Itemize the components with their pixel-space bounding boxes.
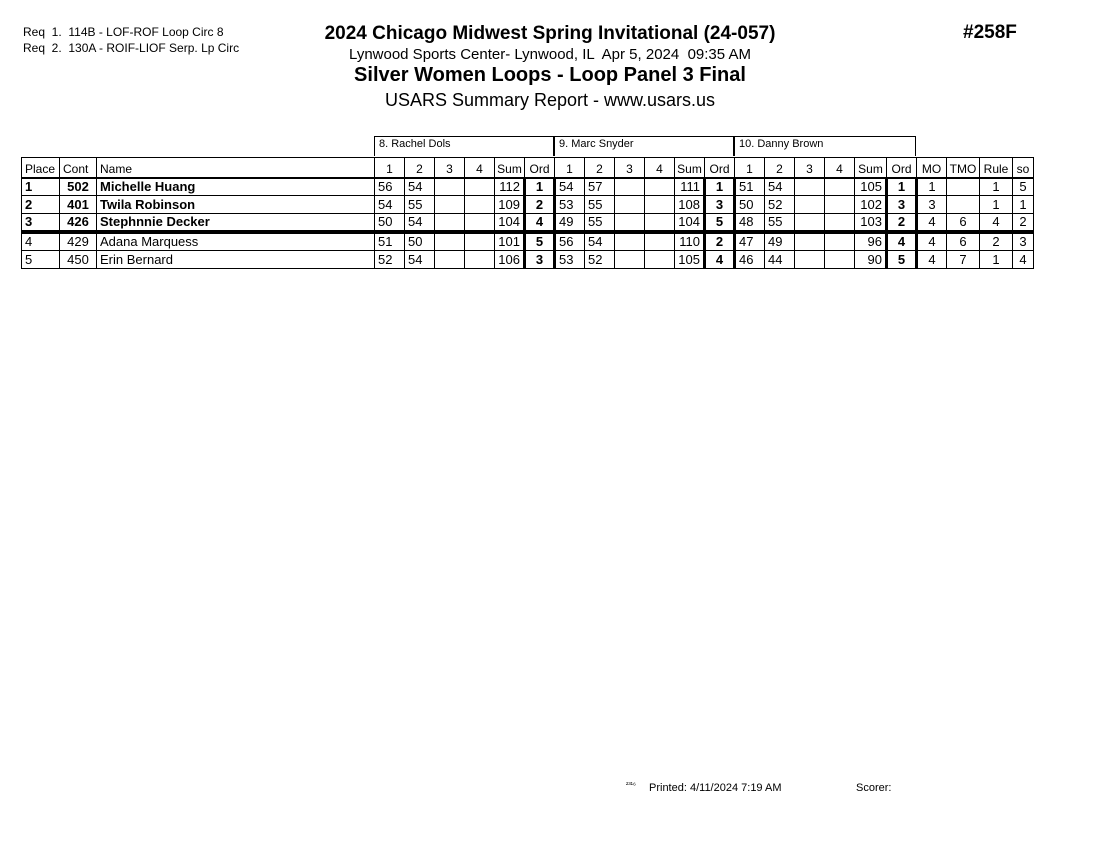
sum-cell: 108 [675, 196, 705, 214]
judge-score-cell: 50 [735, 196, 765, 214]
ordinal-cell: 1 [525, 178, 555, 196]
sum-cell: 112 [495, 178, 525, 196]
sum-cell: 106 [495, 251, 525, 269]
judge-score-cell [615, 196, 645, 214]
tmo-cell: 7 [947, 251, 980, 269]
sum-cell: 103 [855, 214, 887, 233]
sum-cell: 105 [855, 178, 887, 196]
judge-score-cell [465, 214, 495, 233]
table-row [22, 196, 1034, 214]
report-title: USARS Summary Report - www.usars.us [384, 90, 716, 110]
mo-cell: 4 [917, 232, 947, 251]
judge-score-cell: 56 [555, 232, 585, 251]
judge-score-cell: 53 [555, 196, 585, 214]
judge-score-cell [795, 232, 825, 251]
judge-header: 9. Marc Snyder [554, 136, 734, 156]
event-name: 2024 Chicago Midwest Spring Invitational (24-057) [324, 23, 776, 44]
skater-name-cell: Adana Marquess [97, 232, 375, 251]
judge-score-cell [465, 196, 495, 214]
so-cell: 5 [1013, 178, 1034, 196]
col-sum: Sum [855, 158, 887, 178]
judge-score-cell: 55 [405, 196, 435, 214]
col-judge-score: 1 [555, 158, 585, 178]
ordinal-cell: 3 [705, 196, 735, 214]
contestant-number-cell: 426 [60, 214, 97, 233]
col-ord: Ord [525, 158, 555, 178]
skater-name-cell: Twila Robinson [97, 196, 375, 214]
sum-cell: 109 [495, 196, 525, 214]
tmo-cell [947, 178, 980, 196]
sum-cell: 104 [675, 214, 705, 233]
judge-score-cell [825, 178, 855, 196]
judge-score-cell: 52 [585, 251, 615, 269]
rule-cell: 1 [980, 251, 1013, 269]
sum-cell: 96 [855, 232, 887, 251]
judge-score-cell [825, 232, 855, 251]
sum-cell: 111 [675, 178, 705, 196]
tmo-cell: 6 [947, 232, 980, 251]
judge-header: 10. Danny Brown [734, 136, 916, 156]
col-rule: Rule [980, 158, 1013, 178]
col-sum: Sum [675, 158, 705, 178]
table-row [22, 232, 1034, 251]
table-row [22, 178, 1034, 196]
contestant-number-cell: 429 [60, 232, 97, 251]
judge-score-cell: 50 [405, 232, 435, 251]
so-cell: 3 [1013, 232, 1034, 251]
ordinal-cell: 4 [887, 232, 917, 251]
so-cell: 1 [1013, 196, 1034, 214]
judge-score-cell: 55 [585, 196, 615, 214]
judge-score-cell [435, 196, 465, 214]
tmo-cell [947, 196, 980, 214]
col-judge-score: 1 [735, 158, 765, 178]
judge-score-cell [435, 251, 465, 269]
col-judge-score: 4 [825, 158, 855, 178]
ordinal-cell: 1 [705, 178, 735, 196]
place-cell: 3 [22, 214, 60, 233]
judge-score-cell: 48 [735, 214, 765, 233]
mo-cell: 1 [917, 178, 947, 196]
sum-cell: 90 [855, 251, 887, 269]
col-judge-score: 4 [465, 158, 495, 178]
ordinal-cell: 2 [525, 196, 555, 214]
rule-cell: 4 [980, 214, 1013, 233]
ordinal-cell: 5 [705, 214, 735, 233]
judge-score-cell [795, 251, 825, 269]
col-judge-score: 2 [405, 158, 435, 178]
venue-line: Lynwood Sports Center- Lynwood, IL Apr 5, 2024 09:35 AM [349, 46, 751, 63]
col-sum: Sum [495, 158, 525, 178]
requirement-2: Req 2. 130A - ROIF-LIOF Serp. Lp Circ [23, 41, 240, 55]
tmo-cell: 6 [947, 214, 980, 233]
skater-name-cell: Stephnnie Decker [97, 214, 375, 233]
col-mo: MO [917, 158, 947, 178]
judge-score-cell: 46 [735, 251, 765, 269]
mo-cell: 3 [917, 196, 947, 214]
judge-score-cell: 57 [585, 178, 615, 196]
col-cont: Cont [60, 158, 97, 178]
judge-score-cell [435, 178, 465, 196]
sum-cell: 101 [495, 232, 525, 251]
judge-score-cell: 54 [375, 196, 405, 214]
col-tmo: TMO [947, 158, 980, 178]
judge-score-cell [825, 251, 855, 269]
judge-score-cell [465, 178, 495, 196]
judge-score-cell [795, 178, 825, 196]
judge-score-cell: 53 [555, 251, 585, 269]
judge-score-cell [825, 214, 855, 233]
judge-score-cell [465, 251, 495, 269]
judge-header: 8. Rachel Dols [374, 136, 554, 156]
place-cell: 1 [22, 178, 60, 196]
ordinal-cell: 5 [887, 251, 917, 269]
sum-cell: 105 [675, 251, 705, 269]
judge-score-cell [465, 232, 495, 251]
place-cell: 2 [22, 196, 60, 214]
ordinal-cell: 4 [705, 251, 735, 269]
mo-cell: 4 [917, 214, 947, 233]
judge-score-cell [645, 196, 675, 214]
judge-score-cell: 55 [585, 214, 615, 233]
contestant-number-cell: 401 [60, 196, 97, 214]
rule-cell: 2 [980, 232, 1013, 251]
judge-score-cell: 51 [375, 232, 405, 251]
judge-score-cell: 54 [555, 178, 585, 196]
sum-cell: 104 [495, 214, 525, 233]
judge-score-cell: 52 [765, 196, 795, 214]
results-table [21, 157, 1034, 269]
requirement-1: Req 1. 114B - LOF-ROF Loop Circ 8 [23, 25, 224, 39]
ordinal-cell: 5 [525, 232, 555, 251]
judge-score-cell: 54 [765, 178, 795, 196]
scorer-label: Scorer: [856, 782, 892, 794]
header-row [22, 158, 1034, 178]
col-ord: Ord [887, 158, 917, 178]
judge-score-cell [795, 196, 825, 214]
judge-score-cell [615, 214, 645, 233]
col-place: Place [22, 158, 60, 178]
skater-name-cell: Michelle Huang [97, 178, 375, 196]
skater-name-cell: Erin Bernard [97, 251, 375, 269]
table-row [22, 251, 1034, 269]
col-judge-score: 1 [375, 158, 405, 178]
judge-score-cell [645, 214, 675, 233]
judge-score-cell: 54 [405, 178, 435, 196]
col-ord: Ord [705, 158, 735, 178]
col-judge-score: 2 [765, 158, 795, 178]
judge-score-cell: 54 [585, 232, 615, 251]
col-name: Name [97, 158, 375, 178]
col-judge-score: 3 [795, 158, 825, 178]
col-judge-score: 4 [645, 158, 675, 178]
rule-cell: 1 [980, 196, 1013, 214]
col-judge-score: 3 [435, 158, 465, 178]
place-cell: 5 [22, 251, 60, 269]
judge-score-cell [615, 251, 645, 269]
judge-score-cell: 47 [735, 232, 765, 251]
ordinal-cell: 4 [525, 214, 555, 233]
judge-score-cell [615, 232, 645, 251]
contestant-number-cell: 450 [60, 251, 97, 269]
judge-score-cell [615, 178, 645, 196]
sum-cell: 110 [675, 232, 705, 251]
judge-score-cell: 51 [735, 178, 765, 196]
footer-code: ²³¹⁶ [626, 782, 636, 789]
judge-score-cell [435, 232, 465, 251]
sum-cell: 102 [855, 196, 887, 214]
judge-score-cell [795, 214, 825, 233]
judge-score-cell: 44 [765, 251, 795, 269]
judge-score-cell: 54 [405, 251, 435, 269]
judge-score-cell: 56 [375, 178, 405, 196]
judge-score-cell: 52 [375, 251, 405, 269]
ordinal-cell: 2 [887, 214, 917, 233]
ordinal-cell: 2 [705, 232, 735, 251]
table-row [22, 214, 1034, 233]
judge-score-cell [645, 178, 675, 196]
ordinal-cell: 1 [887, 178, 917, 196]
judge-score-cell: 49 [765, 232, 795, 251]
so-cell: 4 [1013, 251, 1034, 269]
printed-timestamp: Printed: 4/11/2024 7:19 AM [649, 782, 782, 794]
judge-score-cell [645, 232, 675, 251]
judge-score-cell: 50 [375, 214, 405, 233]
judge-score-cell: 54 [405, 214, 435, 233]
judge-score-cell [435, 214, 465, 233]
place-cell: 4 [22, 232, 60, 251]
col-judge-score: 2 [585, 158, 615, 178]
judge-score-cell [645, 251, 675, 269]
judge-score-cell: 55 [765, 214, 795, 233]
so-cell: 2 [1013, 214, 1034, 233]
judge-score-cell [825, 196, 855, 214]
reference-number: #258F [963, 22, 1017, 43]
col-judge-score: 3 [615, 158, 645, 178]
col-so: so [1013, 158, 1034, 178]
judge-score-cell: 49 [555, 214, 585, 233]
rule-cell: 1 [980, 178, 1013, 196]
contestant-number-cell: 502 [60, 178, 97, 196]
mo-cell: 4 [917, 251, 947, 269]
ordinal-cell: 3 [887, 196, 917, 214]
ordinal-cell: 3 [525, 251, 555, 269]
event-title: Silver Women Loops - Loop Panel 3 Final [354, 64, 746, 86]
